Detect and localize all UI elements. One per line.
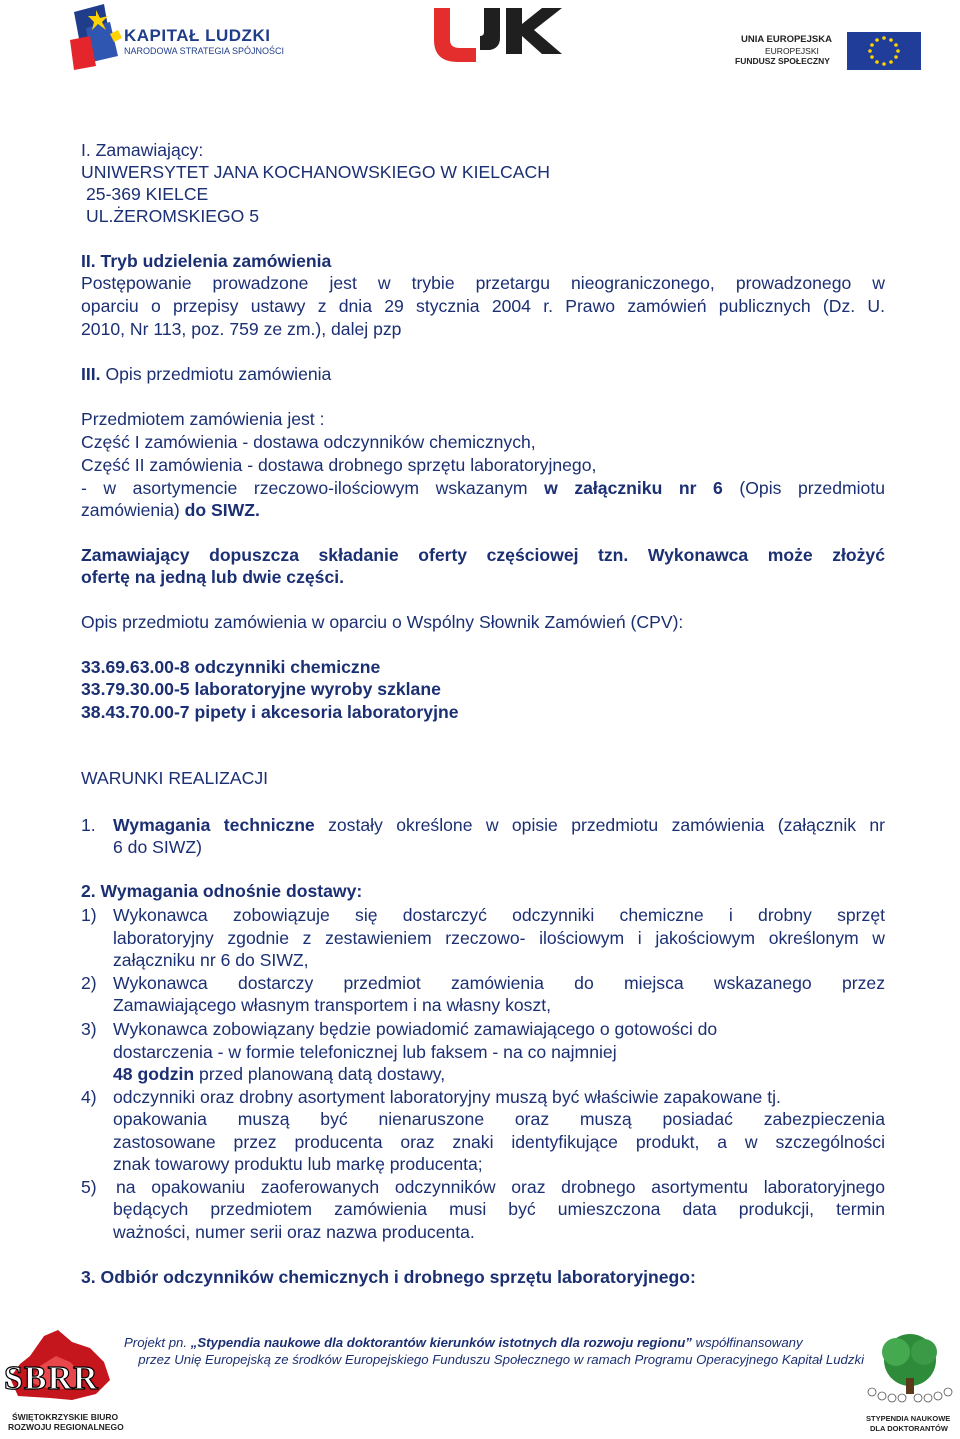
item1-number: 1. (81, 815, 96, 835)
assort-b: w załączniku nr 6 (544, 478, 723, 498)
section3-part2: Część II zamówienia - dostawa drobnego sprzętu laboratoryjnego, (81, 455, 597, 475)
assort-c: (Opis przedmiotu (739, 478, 886, 498)
eu-line3: FUNDUSZ SPOŁECZNY (735, 56, 830, 66)
kapital-ludzki-emblem (66, 4, 126, 72)
point4-line3: zastosowane przez producenta oraz znaki identyfikujące produkt, a w szczególności (113, 1132, 885, 1152)
point1-line2: laboratoryjny zgodnie z zestawieniem rzeczowo- ilościowym i jakościowym określonym w (113, 928, 885, 948)
stypendia-line2: DLA DOKTORANTÓW (870, 1424, 948, 1433)
cpv-item: 38.43.70.00-7 pipety i akcesoria laboratoryjne (81, 702, 459, 722)
item1-rest: zostały określone w opisie przedmiotu zamówienia (załącznik nr (328, 815, 886, 835)
footer-line2: przez Unię Europejską ze środków Europejskiego Funduszu Społecznego w ramach Programu Operacyjnego Kapitał Ludzki (138, 1352, 864, 1367)
kapital-ludzki-subtitle: NARODOWA STRATEGIA SPÓJNOŚCI (124, 46, 285, 56)
footer-line1-c: współfinansowany (691, 1335, 803, 1350)
point3-line3 (113, 1063, 445, 1085)
stypendia-line1: STYPENDIA NAUKOWE (866, 1414, 951, 1423)
section1-heading: I. Zamawiający: (81, 140, 204, 160)
item3-heading: 3. Odbiór odczynników chemicznych i drobnego sprzętu laboratoryjnego: (81, 1267, 696, 1287)
footer-line1-a: Projekt pn. (124, 1335, 191, 1350)
point1-line3: załączniku nr 6 do SIWZ, (113, 950, 309, 970)
point4-line4: znak towarowy produktu lub markę producenta; (113, 1154, 483, 1174)
section3-intro: Przedmiotem zamówienia jest : (81, 409, 325, 429)
sbrr-logo (0, 1326, 124, 1436)
sbrr-sub2: ROZWOJU REGIONALNEGO (8, 1422, 124, 1432)
partial-offer-line2: ofertę na jedną lub dwie części. (81, 567, 345, 587)
cpv-item: 33.69.63.00-8 odczynniki chemiczne (81, 657, 381, 677)
stypendia-tree-icon (862, 1326, 958, 1410)
eu-flag-icon (847, 32, 921, 70)
institution-street: UL.ŻEROMSKIEGO 5 (86, 206, 260, 226)
item1-bold: Wymagania techniczne (113, 815, 315, 835)
cpv-item: 33.79.30.00-5 laboratoryjne wyroby szklane (81, 679, 441, 699)
point5-line3: ważności, numer serii oraz nazwa producenta. (113, 1222, 475, 1242)
point3-line2: dostarczenia - w formie telefonicznej lub faksem - na co najmniej (113, 1042, 617, 1062)
sbrr-wordmark: SBRR (4, 1360, 99, 1397)
section2-line3: 2010, Nr 113, poz. 759 ze zm.), dalej pzp (81, 319, 402, 339)
point1-number: 1) (81, 905, 97, 925)
point4-line1: odczynniki oraz drobny asortyment laboratoryjny muszą być właściwie zapakowane tj. (113, 1087, 781, 1107)
kapital-ludzki-title: KAPITAŁ LUDZKI (124, 26, 271, 45)
section3-assortment-line2 (81, 499, 260, 521)
assort2-b: do SIWZ. (184, 500, 260, 520)
institution-postal: 25-369 KIELCE (86, 184, 209, 204)
section3-heading (81, 363, 331, 385)
point5-line1: na opakowaniu zaoferowanych odczynników oraz drobnego asortymentu laboratoryjnego (116, 1177, 885, 1197)
section2-line1: Postępowanie prowadzone jest w trybie przetargu nieograniczonego, prowadzonego w (81, 273, 885, 293)
item1-line2: 6 do SIWZ) (113, 837, 202, 857)
footer-line2-clip (114, 1351, 864, 1369)
eu-line2: EUROPEJSKI (765, 46, 819, 56)
cpv-intro: Opis przedmiotu zamówienia w oparciu o Wspólny Słownik Zamówień (CPV): (81, 612, 684, 632)
point5-number: 5) (81, 1177, 97, 1197)
section3-part1: Część I zamówienia - dostawa odczynników chemicznych, (81, 432, 536, 452)
institution-name: UNIWERSYTET JANA KOCHANOWSKIEGO W KIELCACH (81, 162, 550, 182)
assort-a: - w asortymencie rzeczowo-ilościowym wskazanym (81, 478, 528, 498)
ujk-logo (430, 6, 565, 64)
section2-line2: oparciu o przepisy ustawy z dnia 29 stycznia 2004 r. Prawo zamówień publicznych (Dz. U. (81, 296, 885, 316)
point5-line2: będących przedmiotem zamówienia musi być umieszczona data produkcji, termin (113, 1199, 885, 1219)
point2-line2: Zamawiającego własnym transportem i na własny koszt, (113, 995, 552, 1015)
point2-line1: Wykonawca dostarczy przedmiot zamówienia do miejsca wskazanego przez (113, 973, 885, 993)
sbrr-sub1: ŚWIĘTOKRZYSKIE BIURO (12, 1412, 119, 1422)
kapital-ludzki-logo (66, 4, 286, 72)
point4-line2: opakowania muszą być nienaruszone oraz muszą posiadać zabezpieczenia (113, 1109, 885, 1129)
point3-number: 3) (81, 1019, 97, 1039)
point3-rest: przed planowaną datą dostawy, (199, 1064, 446, 1084)
point3-line1: Wykonawca zobowiązany będzie powiadomić zamawiającego o gotowości do (113, 1019, 718, 1039)
eu-logo (735, 32, 925, 72)
point3-bold: 48 godzin (113, 1064, 195, 1084)
item2-heading: 2. Wymagania odnośnie dostawy: (81, 881, 363, 901)
footer-project-title: „Stypendia naukowe dla doktorantów kierunków istotnych dla rozwoju regionu” (190, 1335, 692, 1350)
section3-heading-text: Opis przedmiotu zamówienia (105, 364, 332, 384)
point2-number: 2) (81, 973, 97, 993)
section2-heading: II. Tryb udzielenia zamówienia (81, 251, 332, 271)
point1-line1: Wykonawca zobowiązuje się dostarczyć odczynniki chemiczne i drobny sprzęt (113, 905, 885, 925)
eu-title: UNIA EUROPEJSKA (741, 34, 832, 45)
stypendia-logo (862, 1326, 958, 1438)
section3-assortment-line1 (81, 477, 885, 499)
section3-heading-prefix: III. (81, 364, 101, 384)
assort2-a: zamówienia) (81, 500, 180, 520)
item1-line1 (113, 814, 885, 836)
point4-number: 4) (81, 1087, 97, 1107)
conditions-heading: WARUNKI REALIZACJI (81, 768, 269, 788)
partial-offer-line1: Zamawiający dopuszcza składanie oferty częściowej tzn. Wykonawca może złożyć (81, 545, 885, 565)
footer-line1 (124, 1334, 803, 1351)
